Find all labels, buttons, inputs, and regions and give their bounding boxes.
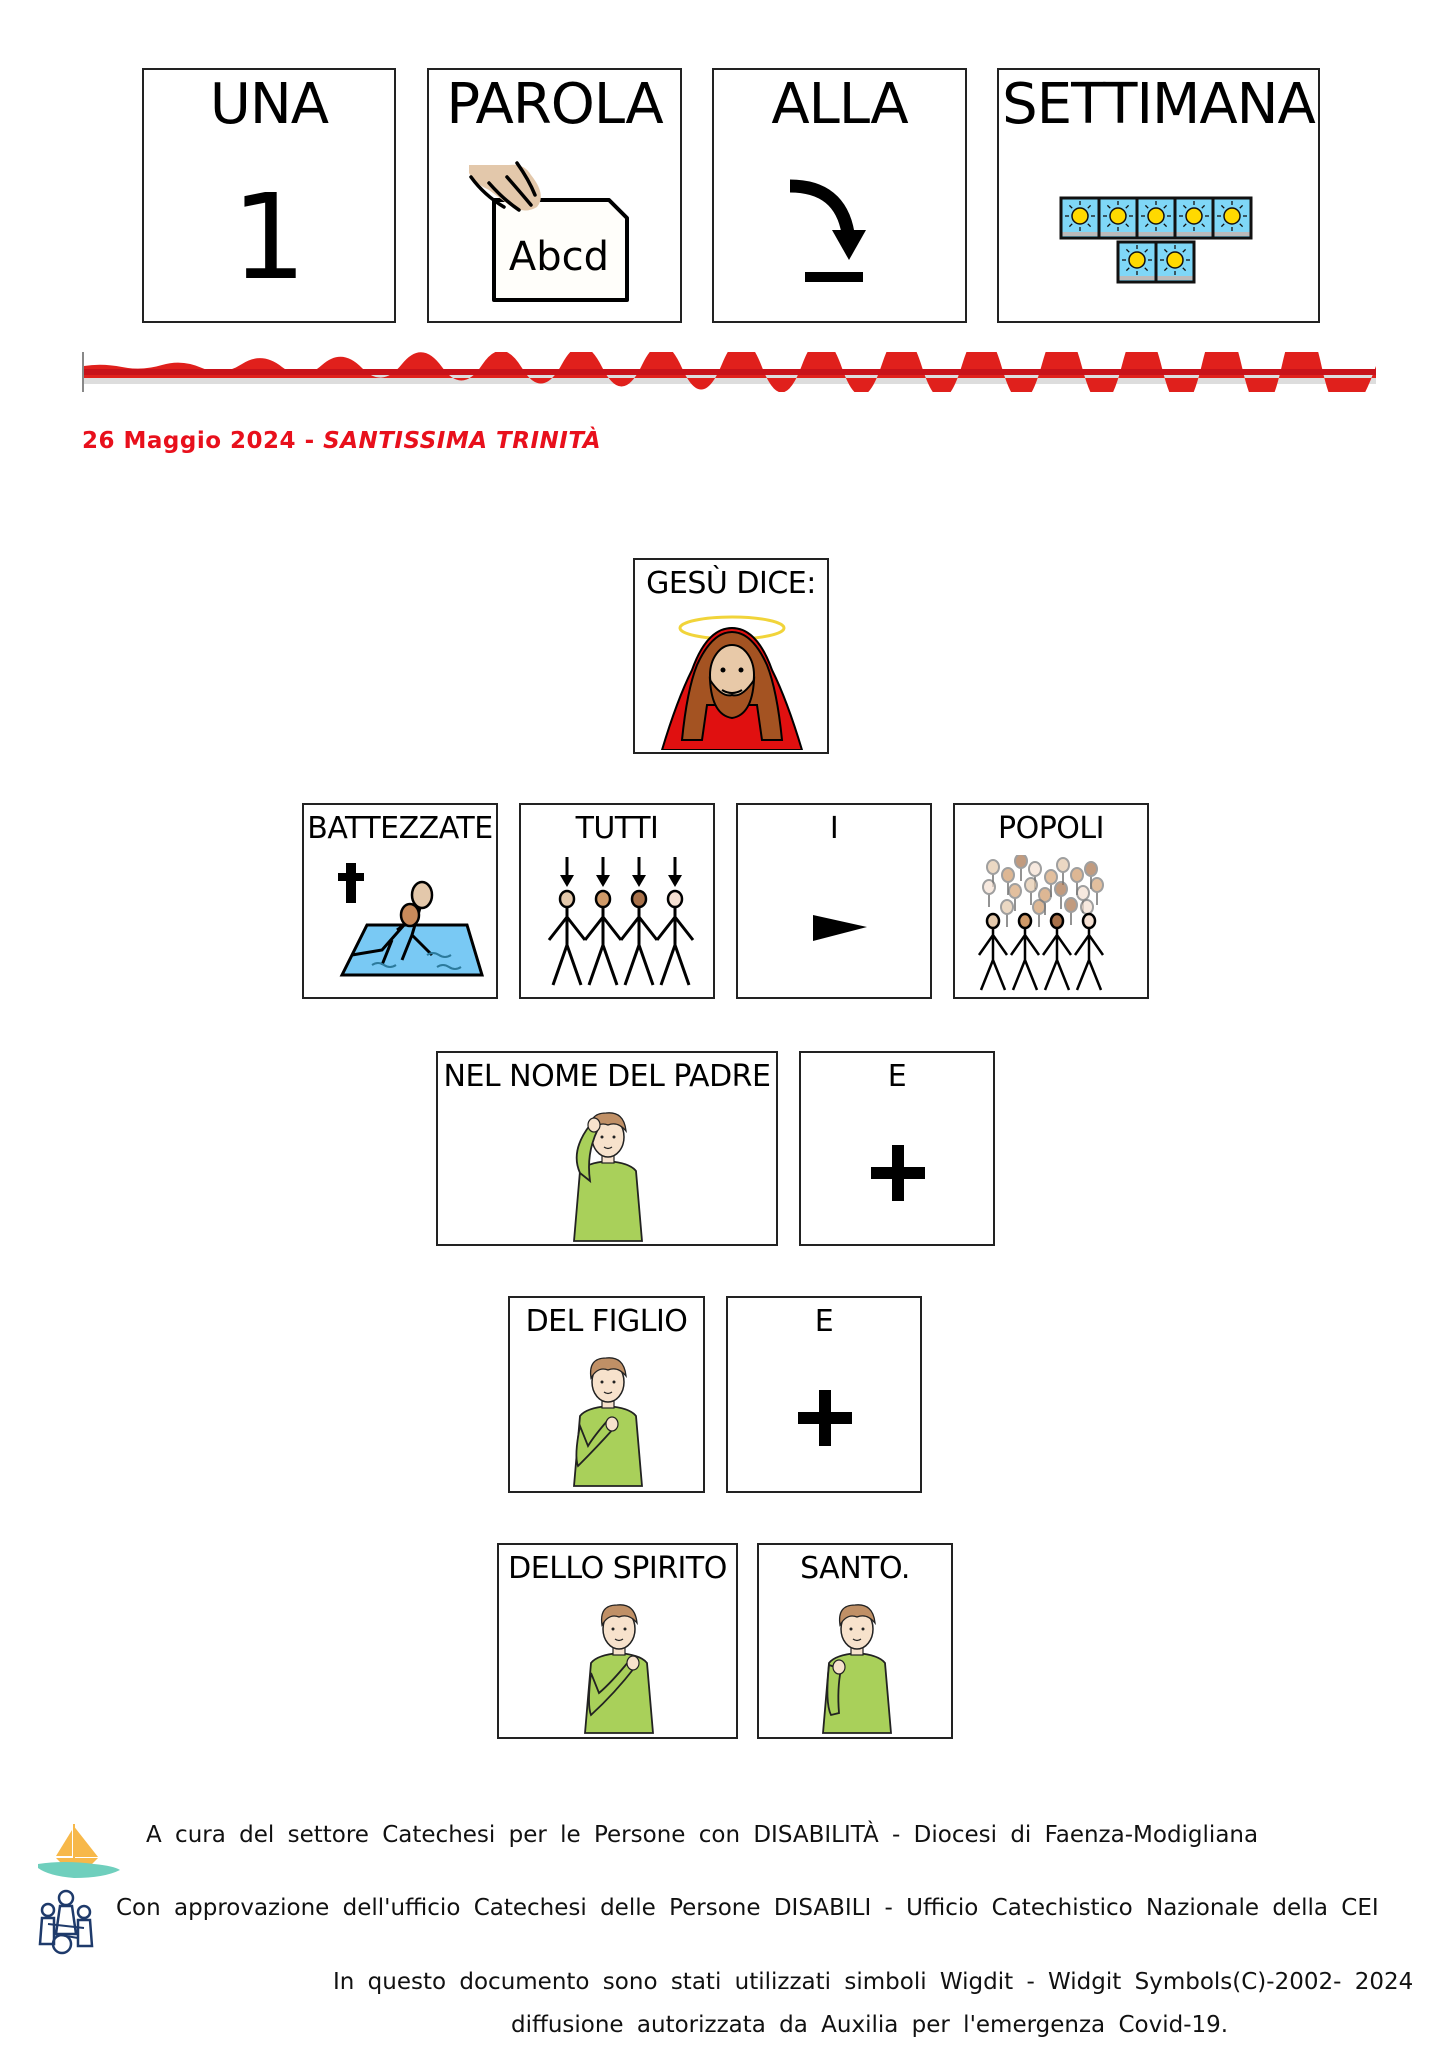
plus-icon (795, 1388, 855, 1448)
symbol-card-santo (757, 1543, 953, 1739)
symbol-card-dello-spirito (497, 1543, 738, 1739)
header-card-una (142, 68, 396, 323)
symbol-label: NEL NOME DEL PADRE (443, 1059, 771, 1094)
footer-credit-line-2: Con approvazione dell'ufficio Catechesi delle Persone DISABILI - Ufficio Catechistico Nazionale della CEI (116, 1895, 1379, 1921)
plural-article-icon (811, 913, 871, 943)
symbol-card-battezzate (302, 803, 498, 999)
symbol-card-popoli (953, 803, 1149, 999)
symbol-label: E (887, 1059, 907, 1094)
feast-name: SANTISSIMA TRINITÀ (323, 428, 602, 454)
crowd-person (1015, 855, 1027, 881)
date-text: 26 Maggio 2024 (82, 428, 297, 454)
sailboat-hand-logo (34, 1820, 124, 1880)
crowd-person (979, 914, 1007, 990)
day-tile-icon (1213, 198, 1251, 238)
symbol-label: POPOLI (998, 811, 1104, 846)
header-label: SETTIMANA (1002, 72, 1315, 137)
symbol-label: DELLO SPIRITO (508, 1551, 727, 1586)
day-tile-icon (1156, 242, 1194, 282)
header-label: UNA (209, 72, 329, 137)
sign-of-cross-chest-icon (558, 1346, 658, 1491)
crowd-person (1033, 900, 1045, 927)
crowd-person (1065, 898, 1077, 925)
week-calendar-icon (1059, 196, 1259, 286)
symbol-label: DEL FIGLIO (525, 1304, 688, 1339)
symbol-label: TUTTI (575, 811, 659, 846)
date-separator: - (296, 428, 324, 454)
header-card-parola (427, 68, 682, 323)
sign-of-cross-left-shoulder-icon (569, 1593, 669, 1738)
symbol-card-gesu-dice (633, 558, 829, 754)
date-title (82, 428, 601, 454)
person-figure (657, 857, 693, 985)
abcd-text: Abcd (508, 234, 610, 280)
person-figure (549, 857, 585, 985)
crowd-person (1001, 900, 1013, 927)
header-card-alla (712, 68, 967, 323)
baptism-icon (312, 855, 492, 995)
crowd-person (1011, 914, 1039, 990)
symbol-card-i (736, 803, 932, 999)
sign-of-cross-forehead-icon (558, 1101, 658, 1246)
day-tile-icon (1099, 198, 1137, 238)
day-tile-icon (1137, 198, 1175, 238)
crowd-person (1075, 914, 1103, 990)
word-card-icon (469, 155, 649, 315)
crowd-person (1043, 914, 1071, 990)
symbol-label: E (814, 1304, 834, 1339)
symbol-label: I (829, 811, 839, 846)
symbol-card-del-figlio (508, 1296, 705, 1493)
sign-of-cross-right-shoulder-icon (807, 1593, 907, 1738)
symbol-label: BATTEZZATE (307, 811, 493, 846)
footer-covid-notice: diffusione autorizzata da Auxilia per l'emergenza Covid-19. (511, 2012, 1229, 2038)
day-tile-icon (1061, 198, 1099, 238)
symbol-card-tutti (519, 803, 715, 999)
all-people-icon (529, 855, 709, 995)
symbol-card-nel-nome-del-padre (436, 1051, 778, 1246)
symbol-label: SANTO. (800, 1551, 910, 1586)
number-one-icon: 1 (231, 168, 307, 306)
jesus-icon (652, 610, 812, 750)
crowd-person (983, 880, 995, 907)
header-label: PAROLA (446, 72, 663, 137)
day-tile-icon (1175, 198, 1213, 238)
disabled-people-group-logo (34, 1888, 98, 1956)
footer-widgit-notice: In questo documento sono stati utilizzati simboli Wigdit - Widgit Symbols(C)-2002- 2024 (333, 1969, 1414, 1995)
footer-credit-line-1: A cura del settore Catechesi per le Persone con DISABILITÀ - Diocesi di Faenza-Modigliana (146, 1822, 1259, 1848)
decorative-divider (82, 352, 1378, 392)
symbol-label: GESÙ DICE: (646, 566, 816, 601)
plus-icon (868, 1143, 928, 1203)
symbol-card-e (726, 1296, 922, 1493)
symbol-card-e (799, 1051, 995, 1246)
person-figure (621, 857, 657, 985)
crowd-person (1057, 858, 1069, 885)
header-label: ALLA (771, 72, 908, 137)
peoples-crowd-icon (963, 855, 1143, 995)
curved-arrow-down-icon (780, 178, 900, 288)
crowd-person (1091, 878, 1103, 905)
person-figure (585, 857, 621, 985)
header-card-settimana (997, 68, 1320, 323)
day-tile-icon (1118, 242, 1156, 282)
